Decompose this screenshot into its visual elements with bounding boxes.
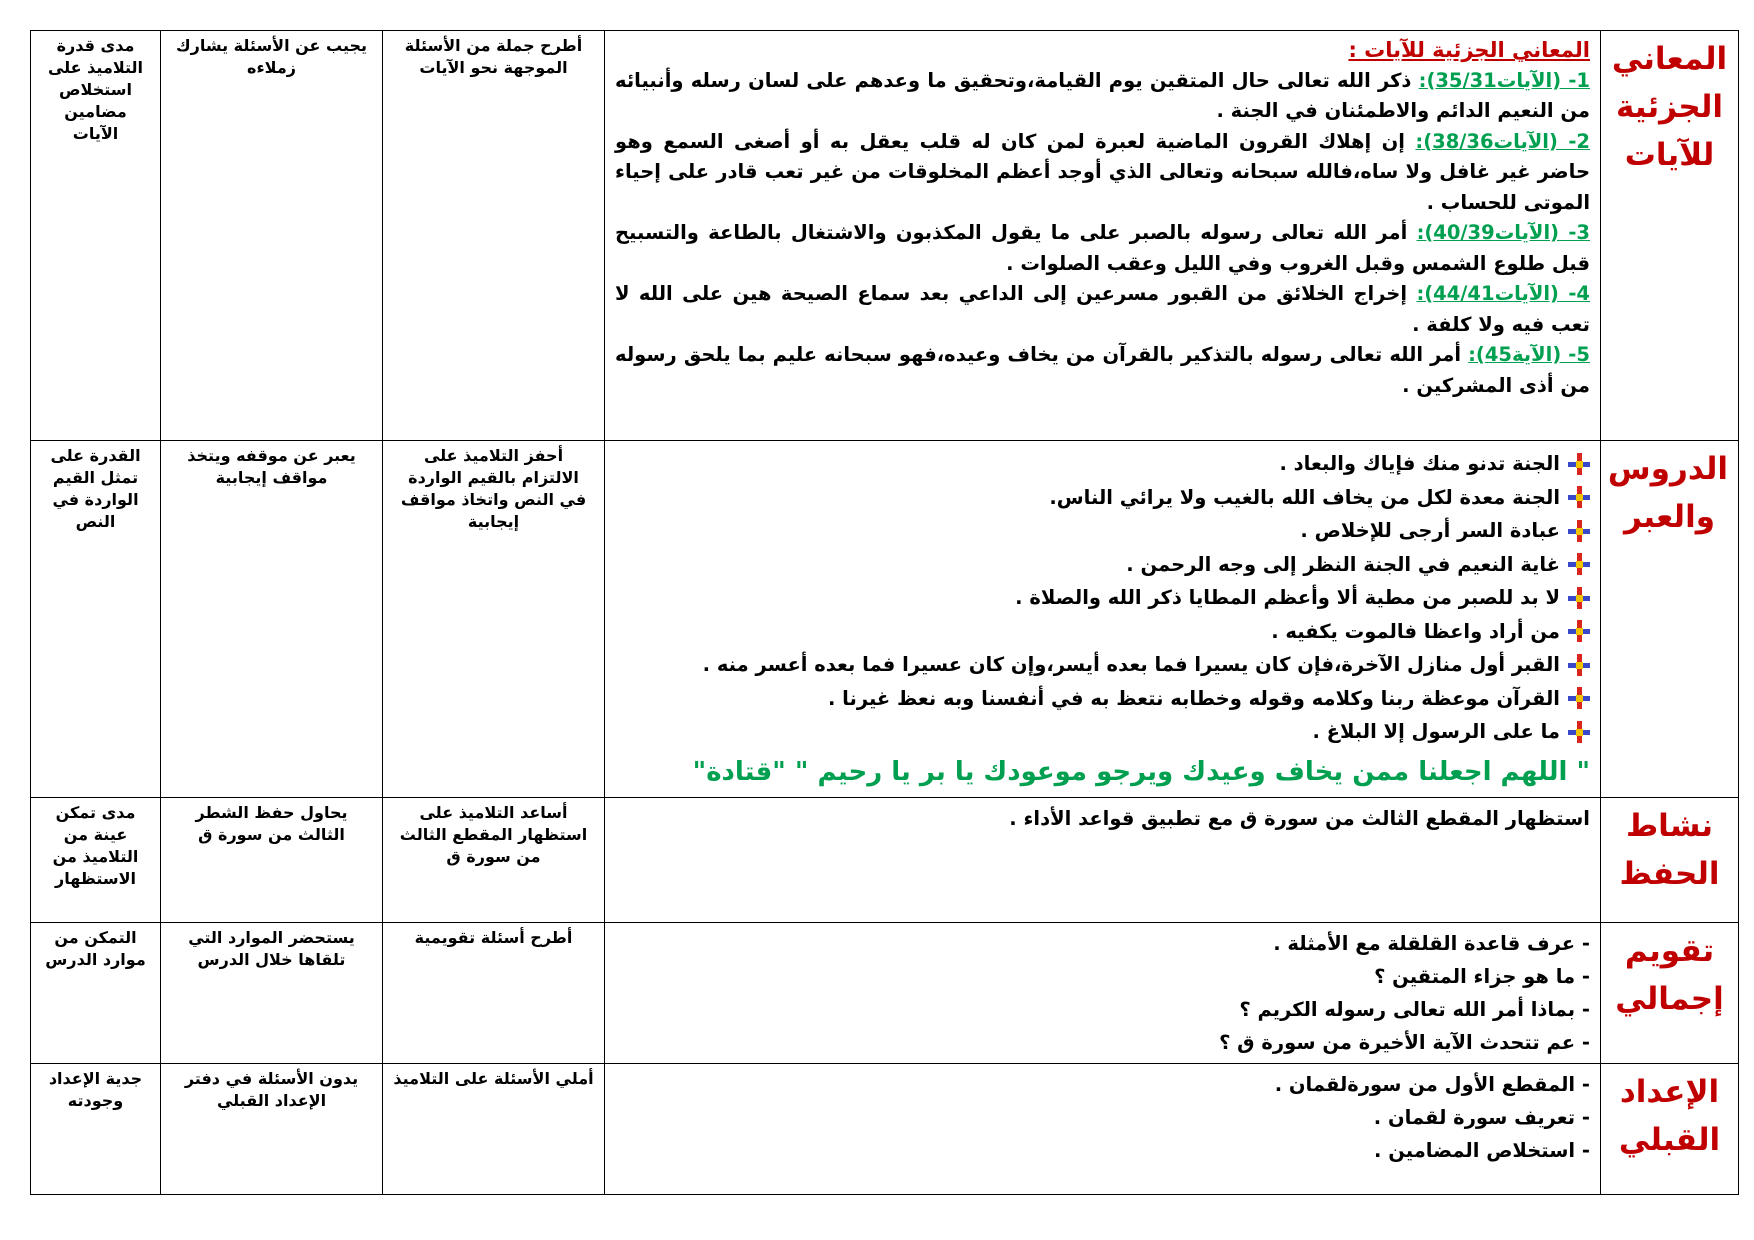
student-activity: يدون الأسئلة في دفتر الإعداد القبلي <box>161 1063 383 1194</box>
teacher-activity: أطرح جملة من الأسئلة الموجهة نحو الآيات <box>383 31 605 441</box>
list-item: لا بد للصبر من مطية ألا وأعظم المطايا ذكر الله والصلاة . <box>615 581 1590 615</box>
verse-ref: 2- (الآيات38/36): <box>1415 129 1590 153</box>
list-item: عبادة السر أرجى للإخلاص . <box>615 514 1590 548</box>
list-item: من أراد واعظا فالموت يكفيه . <box>615 615 1590 649</box>
evaluation-criteria: القدرة على تمثل القيم الواردة في النص <box>31 441 161 798</box>
evaluation-criteria: جدية الإعداد وجودته <box>31 1063 161 1194</box>
row-title: نشاط الحفظ <box>1601 797 1739 922</box>
question-line: - عم تتحدث الآية الأخيرة من سورة ق ؟ <box>1219 1030 1590 1054</box>
cross-bullet-icon <box>1568 687 1590 709</box>
verse-text: ذكر الله تعالى حال المتقين يوم القيامة،وتحقيق ما وعدهم على لسان رسله وأنبيائه من النعيم الدائم والاطمئنان في الجنة . <box>615 68 1590 122</box>
text-line: استظهار المقطع الثالث من سورة ق مع تطبيق قواعد الأداء . <box>1009 806 1590 830</box>
lessons-content <box>605 441 1601 798</box>
cross-bullet-icon <box>1568 587 1590 609</box>
verse-ref: 3- (الآيات40/39): <box>1416 221 1590 244</box>
teacher-activity: أساعد التلاميذ على استظهار المقطع الثالث من سورة ق <box>383 797 605 922</box>
cross-bullet-icon <box>1568 721 1590 743</box>
teacher-activity: أحفز التلاميذ على الالتزام بالقيم الواردة في النص واتخاذ مواقف إيجابية <box>383 441 605 798</box>
row-memorization <box>31 797 1739 922</box>
teacher-activity: أملي الأسئلة على التلاميذ <box>383 1063 605 1194</box>
cross-bullet-icon <box>1568 520 1590 542</box>
list-item: غاية النعيم في الجنة النظر إلى وجه الرحمن . <box>615 548 1590 582</box>
preparation-content <box>605 1063 1601 1194</box>
list-item: القرآن موعظة ربنا وكلامه وقوله وخطابه نتعظ به في أنفسنا وبه نعظ غيرنا . <box>615 682 1590 716</box>
verse-ref: 5- (الآية45): <box>1468 343 1590 366</box>
evaluation-criteria: مدى قدرة التلاميذ على استخلاص مضامين الآيات <box>31 31 161 441</box>
task-line: - المقطع الأول من سورةلقمان . <box>1274 1072 1590 1096</box>
student-activity: يعبر عن موقفه ويتخذ مواقف إيجابية <box>161 441 383 798</box>
partial-meanings-content <box>605 31 1601 441</box>
supplication-quote: " اللهم اجعلنا ممن يخاف وعيدك ويرجو موعودك يا بر يا رحيم " "قتادة" <box>692 756 1590 787</box>
list-item: الجنة معدة لكل من يخاف الله بالغيب ولا يرائي الناس. <box>615 481 1590 515</box>
verse-item <box>615 279 1590 340</box>
teacher-activity: أطرح أسئلة تقويمية <box>383 922 605 1063</box>
list-item: القبر أول منازل الآخرة،فإن كان يسيرا فما بعده أيسر،وإن كان عسيرا فما بعده أعسر منه . <box>615 648 1590 682</box>
section-heading: المعاني الجزئية للآيات : <box>1348 38 1590 62</box>
lesson-plan-table <box>30 30 1739 1195</box>
student-activity: يستحضر الموارد التي تلقاها خلال الدرس <box>161 922 383 1063</box>
cross-bullet-icon <box>1568 620 1590 642</box>
verse-item <box>615 66 1590 127</box>
question-line: - بماذا أمر الله تعالى رسوله الكريم ؟ <box>1239 997 1590 1021</box>
verse-ref: 1- (الآيات35/31): <box>1418 68 1590 92</box>
evaluation-content <box>605 922 1601 1063</box>
task-line: - استخلاص المضامين . <box>1374 1138 1590 1162</box>
verse-item <box>615 127 1590 219</box>
row-lessons <box>31 441 1739 798</box>
question-line: - عرف قاعدة القلقلة مع الأمثلة . <box>1273 931 1590 955</box>
evaluation-criteria: مدى تمكن عينة من التلاميذ من الاستظهار <box>31 797 161 922</box>
question-line: - ما هو جزاء المتقين ؟ <box>1374 964 1590 988</box>
cross-bullet-icon <box>1568 654 1590 676</box>
list-item: ما على الرسول إلا البلاغ . <box>615 715 1590 749</box>
cross-bullet-icon <box>1568 453 1590 475</box>
cross-bullet-icon <box>1568 486 1590 508</box>
memorization-content <box>605 797 1601 922</box>
verse-text: إخراج الخلائق من القبور مسرعين إلى الداعي بعد سماع الصيحة هين على الله لا تعب فيه ولا كلفة . <box>615 282 1590 336</box>
verse-item <box>615 340 1590 401</box>
row-title: الدروس والعبر <box>1601 441 1739 798</box>
verse-text: أمر الله تعالى رسوله بالتذكير بالقرآن من يخاف وعيده،فهو سبحانه عليم بما يلحق رسوله من أذى المشركين . <box>615 343 1590 397</box>
row-title: الإعداد القبلي <box>1601 1063 1739 1194</box>
lessons-list <box>615 447 1590 749</box>
row-partial-meanings <box>31 31 1739 441</box>
student-activity: يجيب عن الأسئلة يشارك زملاءه <box>161 31 383 441</box>
list-item: الجنة تدنو منك فإياك والبعاد . <box>615 447 1590 481</box>
verse-item <box>615 218 1590 279</box>
student-activity: يحاول حفظ الشطر الثالث من سورة ق <box>161 797 383 922</box>
row-preparation <box>31 1063 1739 1194</box>
verse-text: إن إهلاك القرون الماضية لعبرة لمن كان له قلب يعقل به أو أصغى السمع وهو حاضر غير غافل ولا ساه،فالله سبحانه وتعالى الذي أوجد أعظم المخلوقات من غير تعب قادر على إحياء الموتى للحساب . <box>615 129 1590 214</box>
verse-text: أمر الله تعالى رسوله بالصبر على ما يقول المكذبون والاشتغال بالطاعة والتسبيح قبل طلوع الشمس وقبل الغروب وفي الليل وعقب الصلوات . <box>615 221 1590 275</box>
cross-bullet-icon <box>1568 553 1590 575</box>
task-line: - تعريف سورة لقمان . <box>1373 1105 1590 1129</box>
row-overall-evaluation <box>31 922 1739 1063</box>
verse-ref: 4- (الآيات44/41): <box>1416 282 1590 305</box>
row-title: تقويم إجمالي <box>1601 922 1739 1063</box>
row-title: المعاني الجزئية للآيات <box>1601 31 1739 441</box>
evaluation-criteria: التمكن من موارد الدرس <box>31 922 161 1063</box>
